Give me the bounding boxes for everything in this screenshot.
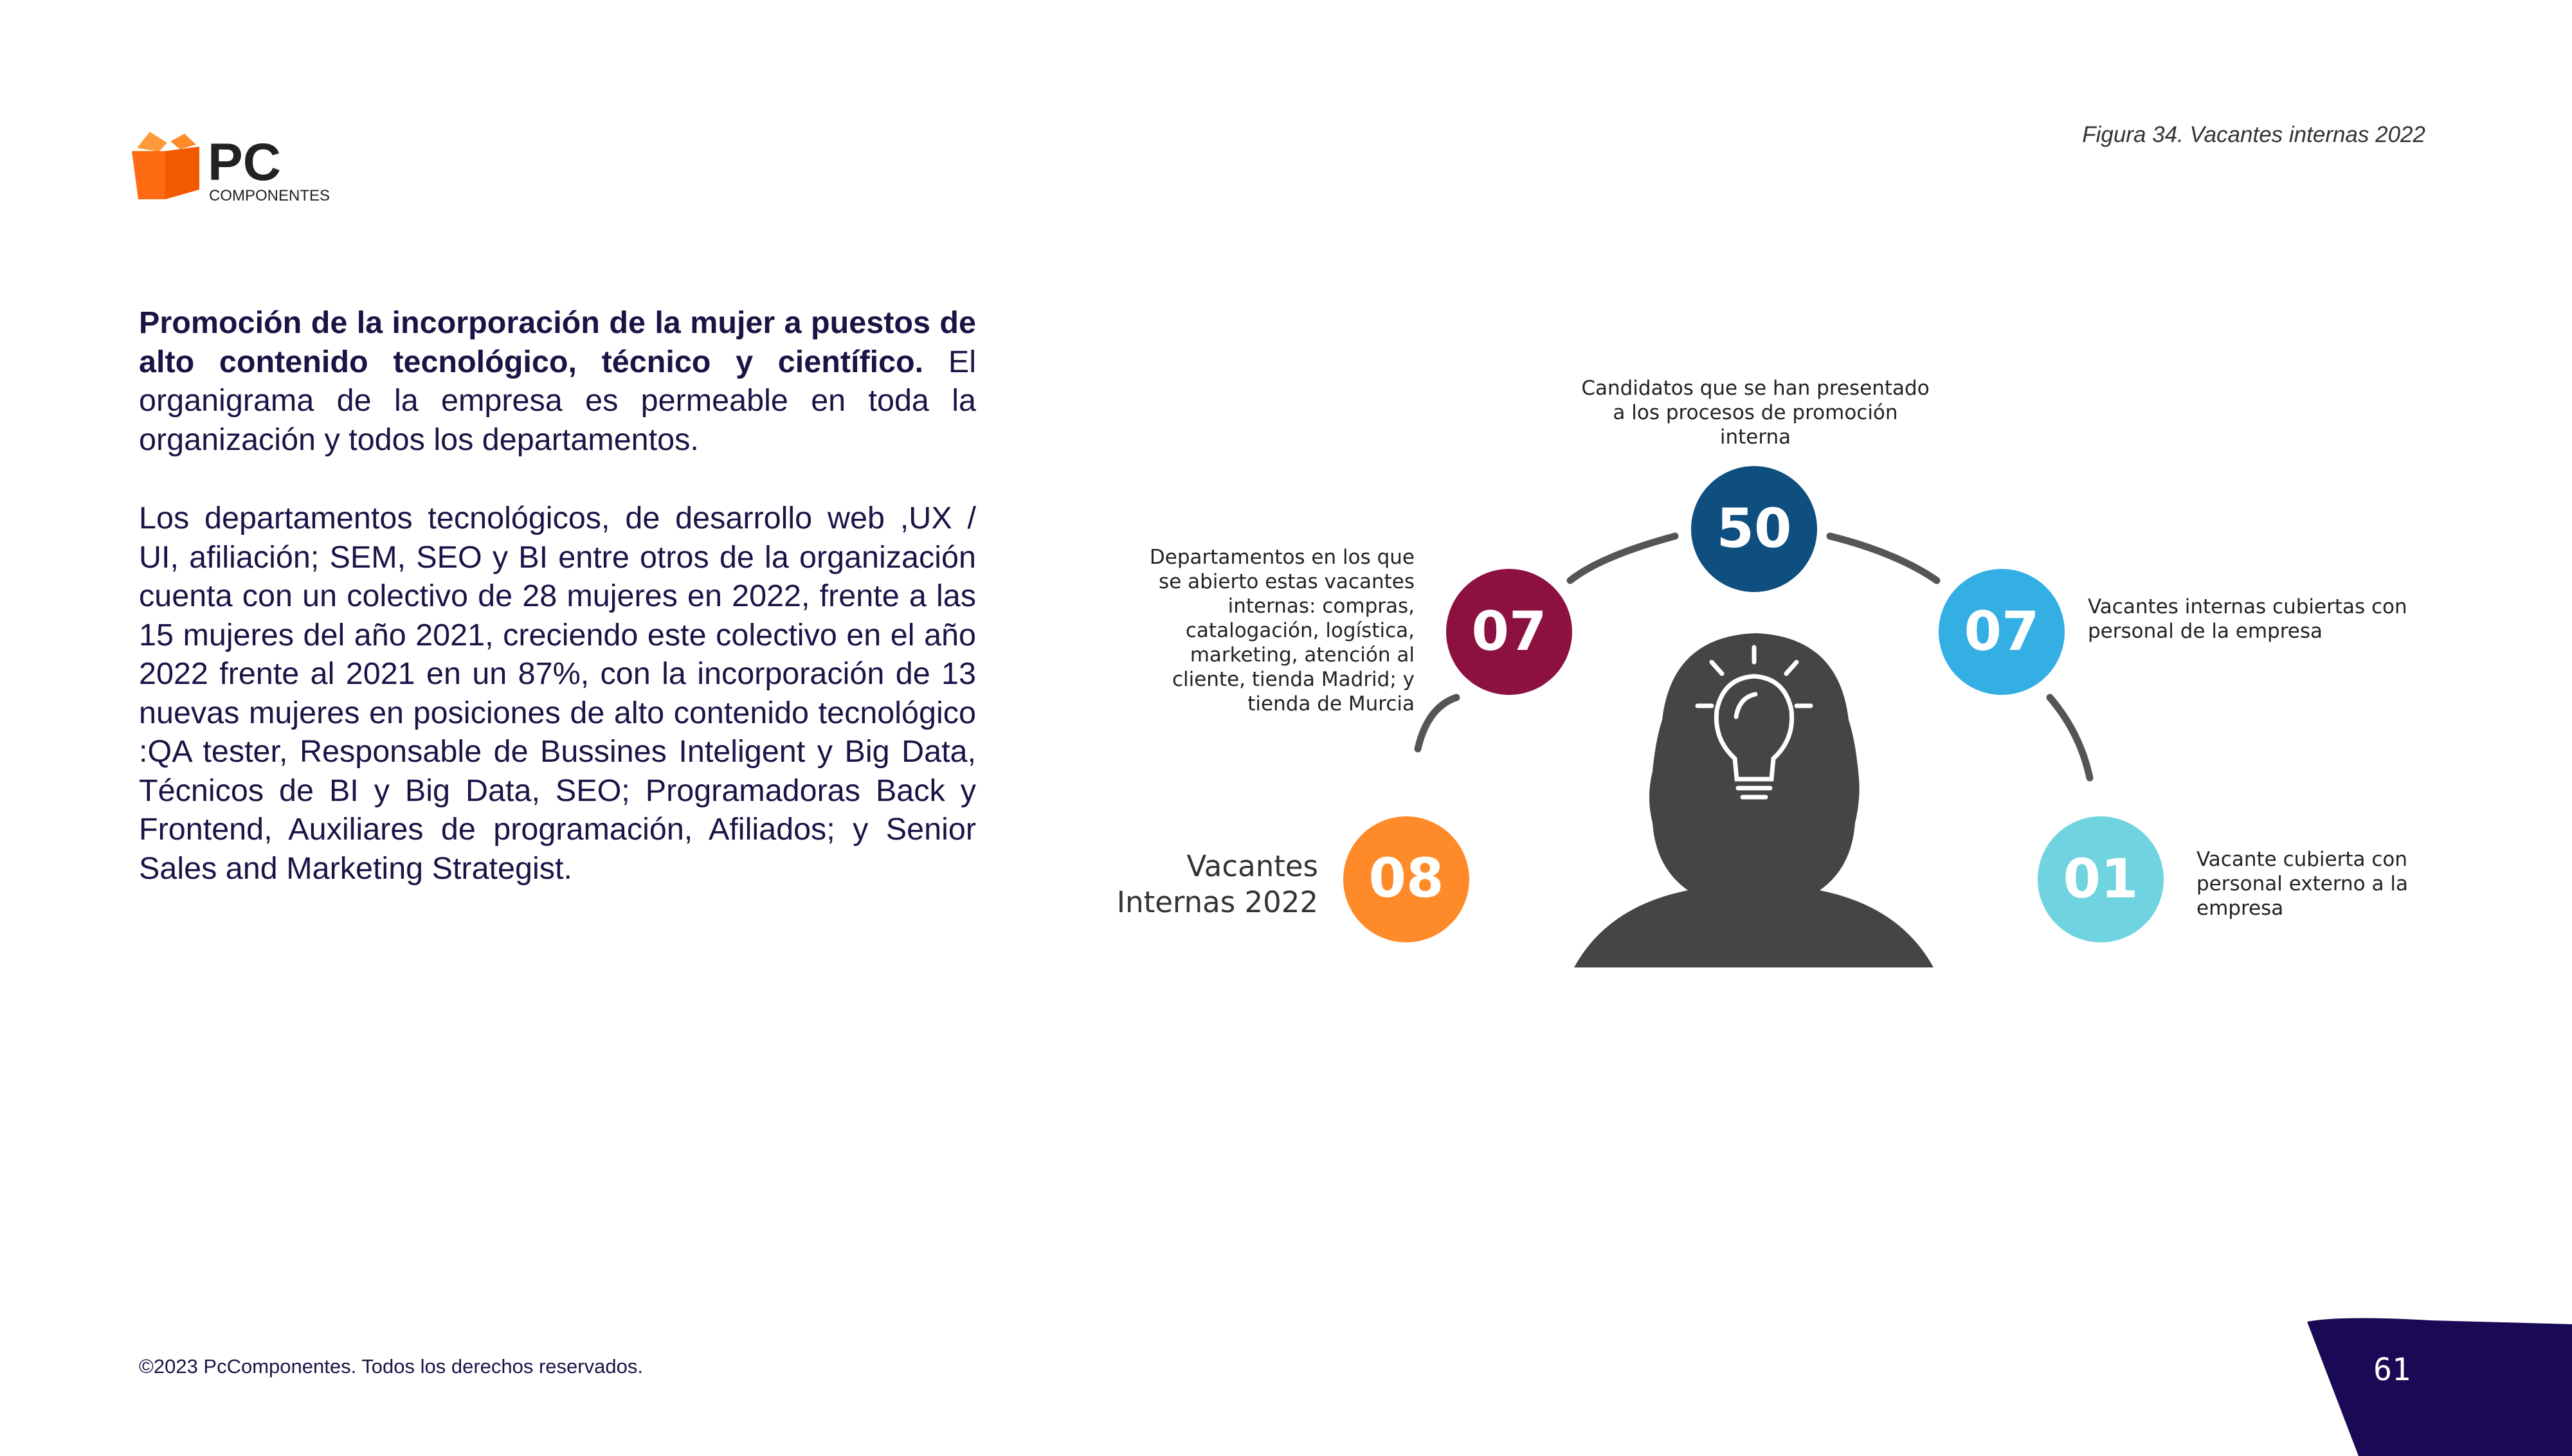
label-external-covered: Vacante cubierta con personal externo a la empresa — [2196, 848, 2408, 920]
label-departments: Departamentos en los que se abierto estas vacantes internas: compras, catalogación, logística, marketing, atención al cliente, tienda Madrid; y tienda de Murcia — [1149, 546, 1415, 715]
logo-box-icon — [132, 132, 199, 199]
diagram-title — [1106, 849, 1318, 921]
page-number-tab — [2302, 1318, 2572, 1456]
label-internal-covered: Vacantes internas cubiertas con personal de la empresa — [2088, 595, 2407, 643]
node-01 — [2038, 816, 2164, 942]
node-07-internal — [1939, 569, 2065, 695]
node-08 — [1343, 816, 1469, 942]
copyright-text: ©2023 PcComponentes. Todos los derechos reservados. — [139, 1355, 643, 1378]
paragraph-1-rest: El organigrama de la empresa es permeable en toda la organización y todos los departamentos. — [139, 344, 976, 457]
body-text — [139, 303, 976, 888]
paragraph-2: Los departamentos tecnológicos, de desarrollo web ,UX / UI, afiliación; SEM, SEO y BI entre otros de la organización cuenta con un colectivo de 28 mujeres en 2022, frente a las 15 mujeres del año 2021, creciendo este colectivo en el año 2022 frente al 2021 en un 87%, con la incorporación de 13 nuevas mujeres en posiciones de alto contenido tecnológico :QA tester, Responsable de Bussines Inteligent y Big Data, Técnicos de BI y Big Data, SEO; Programadoras Back y Frontend, Auxiliares de programación, Afiliados; y Senior Sales and Marketing Strategist. — [139, 501, 976, 886]
diagram-title-line-1: Vacantes — [1186, 849, 1318, 883]
label-candidates: Candidatos que se han presentado a los procesos de promoción interna — [1581, 377, 1930, 449]
figure-caption: Figura 34. Vacantes internas 2022 — [2082, 122, 2425, 147]
connector-50-07 — [1830, 536, 1937, 580]
node-value-50: 50 — [1716, 497, 1792, 560]
node-value-08: 08 — [1368, 847, 1444, 910]
diagram-title-line-2: Internas 2022 — [1116, 885, 1318, 919]
node-value-07-departments: 07 — [1471, 600, 1547, 663]
node-value-07-internal: 07 — [1964, 600, 2040, 663]
node-50 — [1691, 466, 1817, 592]
page-number: 61 — [2373, 1352, 2411, 1388]
node-07-departments — [1446, 569, 1572, 695]
connector-07-50 — [1570, 536, 1675, 580]
node-value-01: 01 — [2063, 847, 2139, 910]
logo-subtext: COMPONENTES — [209, 187, 331, 204]
connector-08-07 — [1418, 697, 1456, 749]
logo-text: PC — [208, 133, 281, 192]
connector-07-01 — [2050, 697, 2090, 778]
paragraph-1 — [139, 303, 976, 459]
pccomponentes-logo — [132, 129, 344, 209]
head-lightbulb-icon — [1574, 633, 1934, 967]
paragraph-1-bold: Promoción de la incorporación de la mujer a puestos de alto contenido tecnológico, técnico y científico. — [139, 305, 976, 379]
